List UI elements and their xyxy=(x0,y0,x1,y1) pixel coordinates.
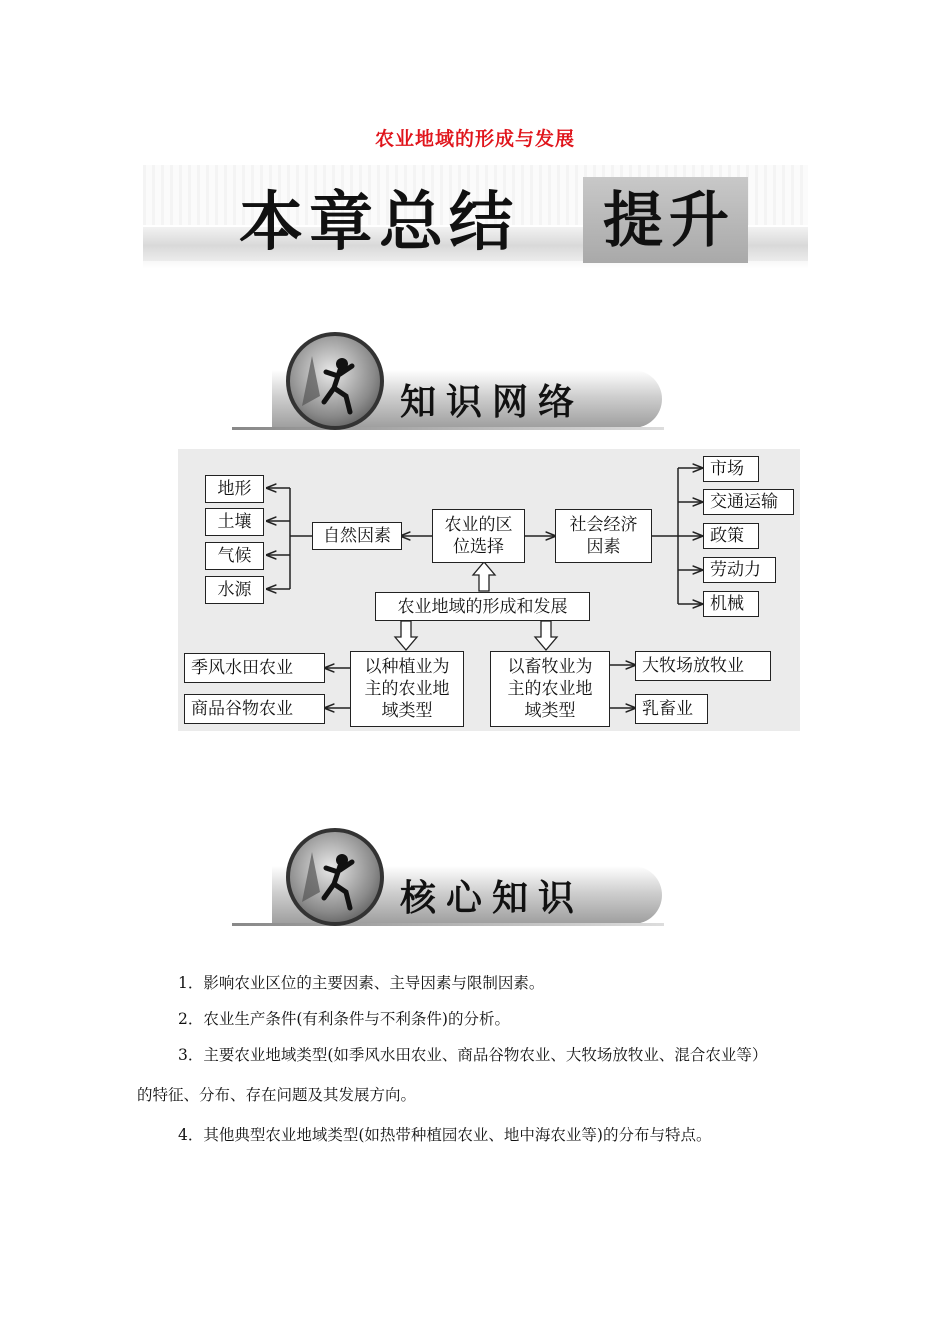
social-item-transport: 交通运输 xyxy=(703,489,794,515)
natural-item-climate: 气候 xyxy=(205,542,264,570)
climber-emblem-icon xyxy=(286,828,384,926)
planting-item-commercial-grain: 商品谷物农业 xyxy=(184,694,325,724)
core-point-1: 1．影响农业区位的主要因素、主导因素与限制因素。 xyxy=(178,974,545,992)
planting-item-monsoon-paddy: 季风水田农业 xyxy=(184,653,325,683)
knowledge-network-diagram xyxy=(178,449,800,731)
social-item-market: 市场 xyxy=(703,456,759,482)
social-item-policy: 政策 xyxy=(703,523,759,549)
core-point-3: 3．主要农业地域类型(如季风水田农业、商品谷物农业、大牧场放牧业、混合农业等） xyxy=(178,1046,768,1064)
section-header-core xyxy=(232,826,664,926)
livestock-item-dairy: 乳畜业 xyxy=(635,694,708,724)
social-item-labor: 劳动力 xyxy=(703,557,776,583)
livestock-type-box: 以畜牧业为 主的农业地 域类型 xyxy=(490,651,610,727)
social-item-machinery: 机械 xyxy=(703,591,759,617)
natural-factors-box: 自然因素 xyxy=(312,522,402,550)
section-label: 知识网络 xyxy=(400,382,585,423)
section-label: 核心知识 xyxy=(400,878,585,919)
section-header-underline xyxy=(232,427,664,430)
core-point-3-continued: 的特征、分布、存在问题及其发展方向。 xyxy=(137,1086,417,1104)
socioeconomic-factors-box: 社会经济 因素 xyxy=(555,509,652,563)
section-header-underline xyxy=(232,923,664,926)
core-point-2: 2．农业生产条件(有利条件与不利条件)的分析。 xyxy=(178,1010,510,1028)
planting-type-box: 以种植业为 主的农业地 域类型 xyxy=(350,651,464,727)
natural-item-water: 水源 xyxy=(205,576,264,604)
document-title: 农业地域的形成与发展 xyxy=(374,128,575,150)
core-point-4: 4．其他典型农业地域类型(如热带种植园农业、地中海农业等)的分布与特点。 xyxy=(178,1126,712,1144)
formation-development-box: 农业地域的形成和发展 xyxy=(375,592,590,621)
location-choice-box: 农业的区 位选择 xyxy=(432,509,525,563)
banner-main-text: 本章总结 xyxy=(239,186,519,260)
chapter-summary-banner xyxy=(143,165,808,270)
section-header-network xyxy=(232,330,664,430)
banner-highlight-text: 提升 xyxy=(603,186,735,256)
natural-item-terrain: 地形 xyxy=(205,475,264,503)
livestock-item-ranching: 大牧场放牧业 xyxy=(635,651,771,681)
climber-emblem-icon xyxy=(286,332,384,430)
natural-item-soil: 土壤 xyxy=(205,508,264,536)
